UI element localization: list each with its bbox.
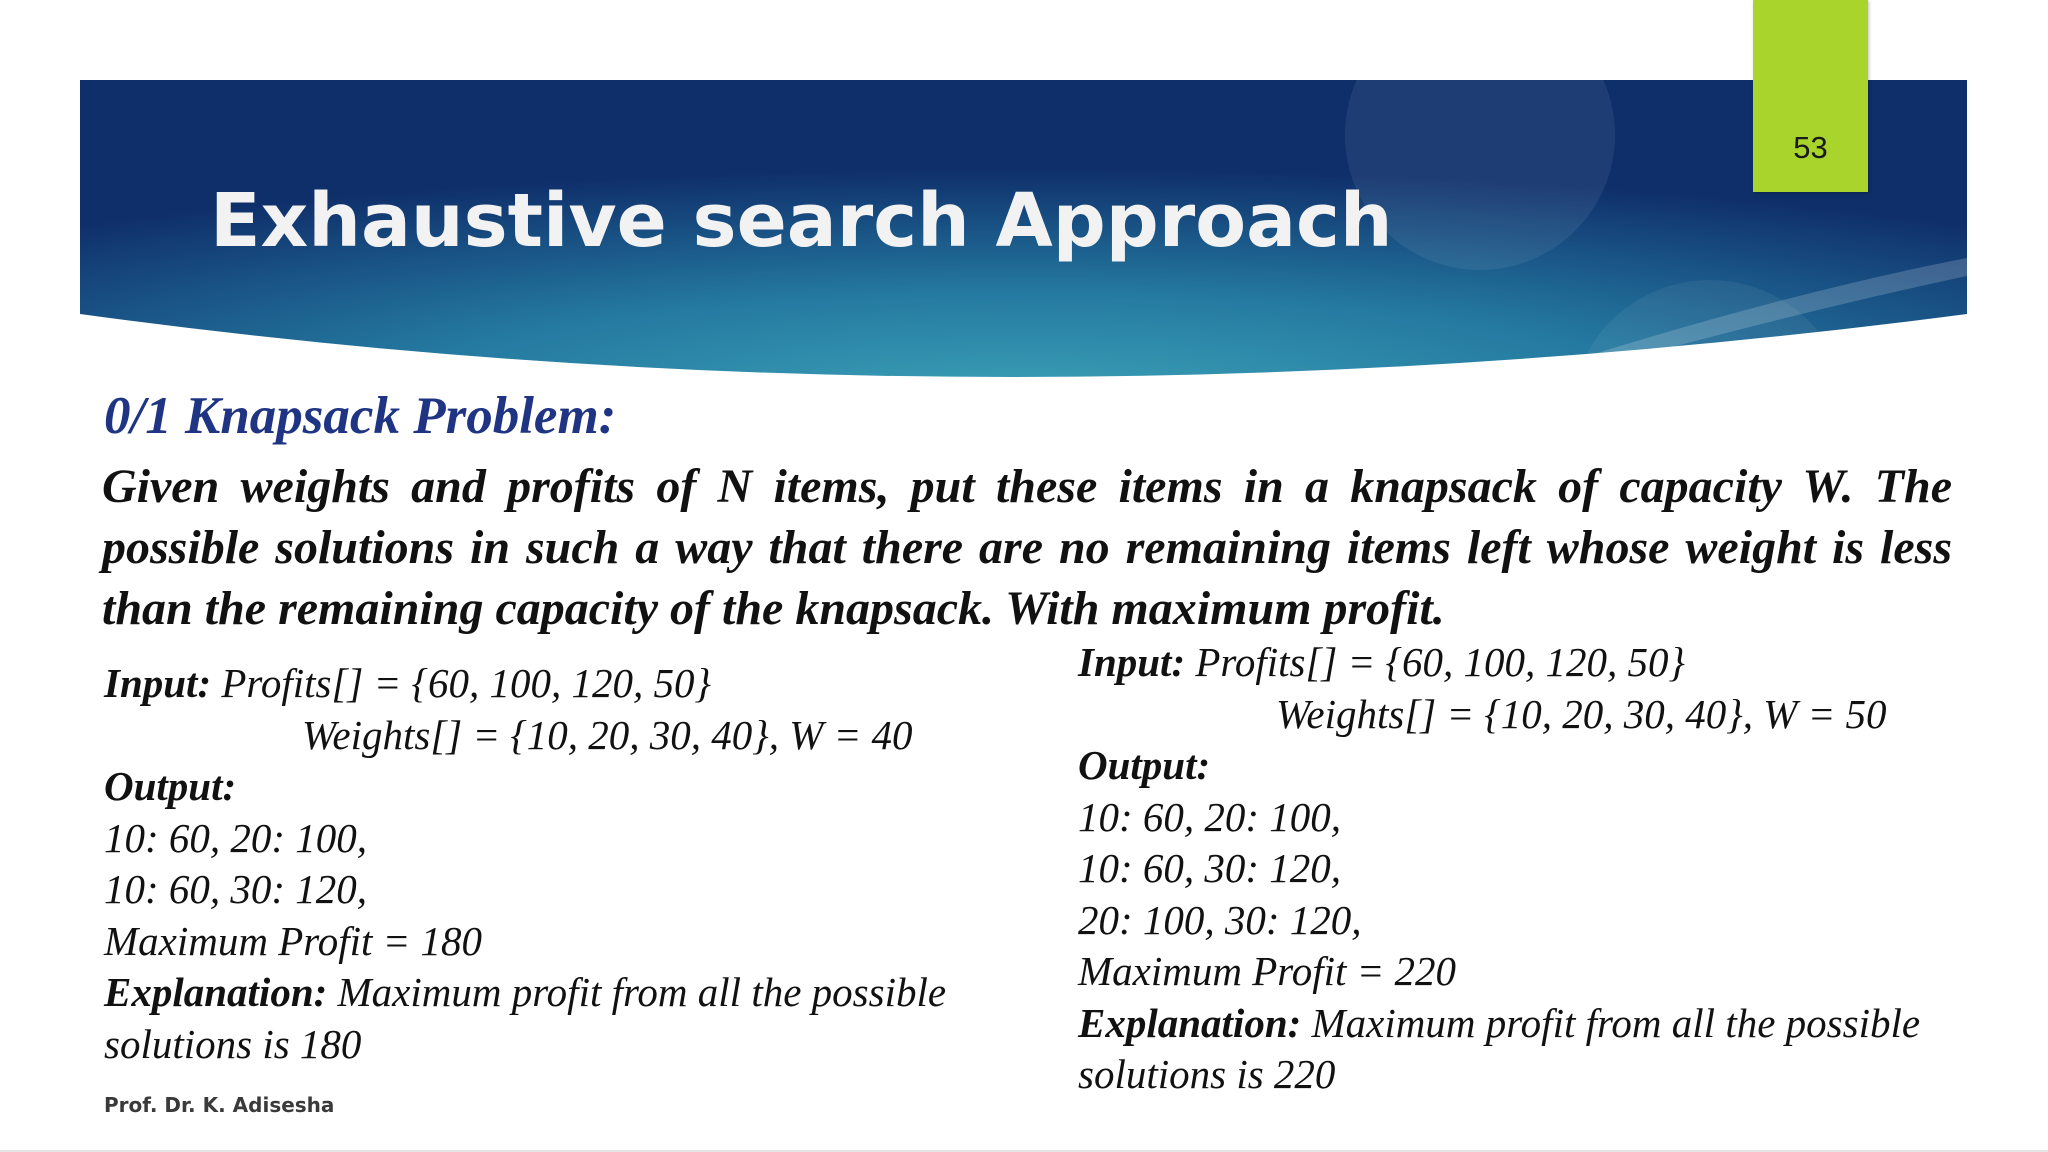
slide-title: Exhaustive search Approach xyxy=(210,178,1393,264)
output-line: 10: 60, 30: 120, xyxy=(104,866,368,912)
example-right xyxy=(1078,637,1998,1101)
explanation-text: Maximum profit from all the possible solutions is 180 xyxy=(104,969,947,1067)
problem-statement: Given weights and profits of N items, put these items in a knapsack of capacity W. The possible solutions in such a way that there are no remaining items left whose weight is less than the remaining capacity of the knapsack. With maximum profit. xyxy=(102,460,1952,635)
example-left xyxy=(104,658,1024,1070)
output-label: Output: xyxy=(104,763,237,809)
explanation-text: Maximum profit from all the possible solutions is 220 xyxy=(1078,999,1921,1097)
explanation-label: Explanation: xyxy=(1078,999,1302,1046)
output-line: 20: 100, 30: 120, xyxy=(1078,896,1362,943)
input-line xyxy=(104,658,1024,710)
footer-author: Prof. Dr. K. Adisesha xyxy=(104,1093,335,1117)
explanation-line xyxy=(104,967,1024,1070)
page-number-tab xyxy=(1753,0,1868,192)
profits-text: Profits[] = {60, 100, 120, 50} xyxy=(211,660,711,706)
explanation-label: Explanation: xyxy=(104,969,328,1015)
max-profit-line: Maximum Profit = 220 xyxy=(1078,948,1457,994)
max-profit-line: Maximum Profit = 180 xyxy=(104,917,483,964)
input-line xyxy=(1078,637,1998,689)
explanation-line xyxy=(1078,998,1998,1101)
output-line: 10: 60, 20: 100, xyxy=(104,814,368,861)
input-label: Input: xyxy=(1078,639,1186,685)
profits-text: Profits[] = {60, 100, 120, 50} xyxy=(1185,639,1685,685)
weights-text: Weights[] = {10, 20, 30, 40}, W = 50 xyxy=(1276,690,1887,737)
page-number: 53 xyxy=(1793,130,1828,165)
output-line: 10: 60, 20: 100, xyxy=(1078,793,1342,840)
problem-heading: 0/1 Knapsack Problem: xyxy=(104,387,617,445)
output-line: 10: 60, 30: 120, xyxy=(1078,845,1342,891)
weights-text: Weights[] = {10, 20, 30, 40}, W = 40 xyxy=(302,711,913,758)
output-label: Output: xyxy=(1078,742,1211,788)
input-label: Input: xyxy=(104,660,212,706)
